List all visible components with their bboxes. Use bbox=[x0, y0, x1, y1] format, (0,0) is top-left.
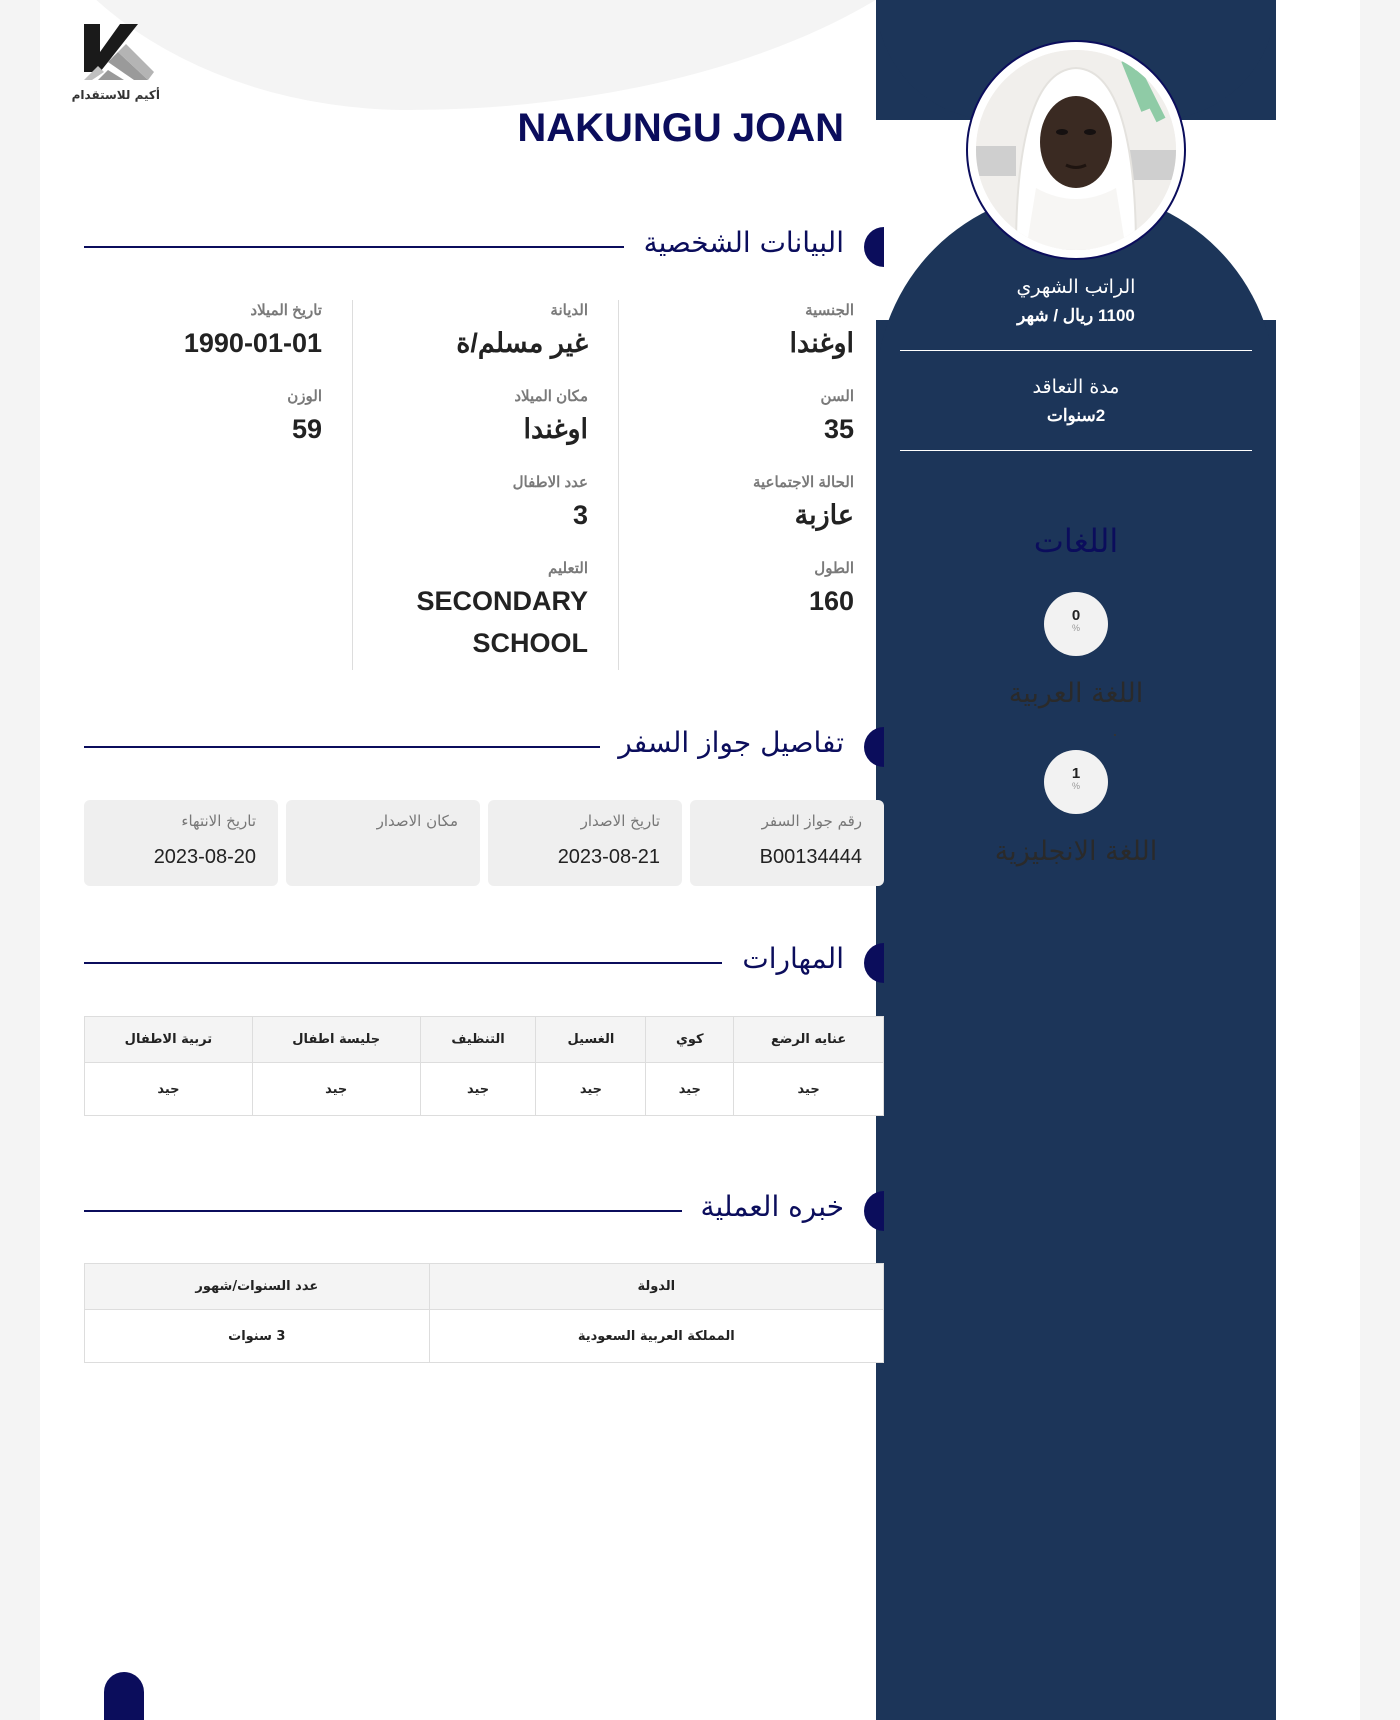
top-curve-decoration bbox=[40, 0, 1020, 110]
skill-rating: جيد bbox=[420, 1063, 536, 1116]
passport-number-card bbox=[690, 800, 884, 886]
age-value: 35 bbox=[823, 414, 854, 444]
nationality-value: اوغندا bbox=[789, 328, 854, 358]
skill-header: التنظيف bbox=[420, 1017, 536, 1063]
marital-status-value: عازبة bbox=[794, 500, 854, 530]
birthplace-value: اوغندا bbox=[523, 414, 588, 444]
contract-block bbox=[900, 376, 1252, 426]
issue-place-card bbox=[286, 800, 480, 886]
passport-number-value: B00134444 bbox=[759, 846, 862, 868]
company-logo bbox=[71, 22, 160, 102]
experience-section-title: خبره العملية bbox=[700, 1190, 844, 1223]
duration-header: عدد السنوات/شهور bbox=[85, 1264, 430, 1310]
personal-section-title: البيانات الشخصية bbox=[643, 226, 844, 259]
height-value: 160 bbox=[808, 586, 854, 616]
k-stripes-logo-icon bbox=[78, 22, 158, 86]
expiry-date-card bbox=[84, 800, 278, 886]
birthdate-label: تاريخ الميلاد bbox=[250, 302, 322, 319]
skill-header: كوي bbox=[646, 1017, 734, 1063]
sidebar-divider bbox=[900, 450, 1252, 451]
skills-header-row bbox=[85, 1017, 884, 1063]
table-row bbox=[85, 1310, 884, 1363]
children-value: 3 bbox=[572, 500, 588, 530]
issue-place-label: مكان الاصدار bbox=[376, 812, 458, 830]
issue-date-card bbox=[488, 800, 682, 886]
experience-header-row bbox=[85, 1264, 884, 1310]
skill-rating: جيد bbox=[646, 1063, 734, 1116]
column-separator bbox=[352, 300, 353, 670]
candidate-name: NAKUNGU JOAN bbox=[517, 106, 844, 150]
skill-header: تربية الاطفال bbox=[85, 1017, 253, 1063]
languages-title: اللغات bbox=[1033, 522, 1119, 560]
skill-header: الغسيل bbox=[536, 1017, 646, 1063]
skills-section-title: المهارات bbox=[742, 942, 844, 975]
table-row bbox=[85, 1063, 884, 1116]
column-separator bbox=[618, 300, 619, 670]
logo-text: أكيم للاستقدام bbox=[71, 88, 160, 102]
height-label: الطول bbox=[814, 560, 854, 577]
children-label: عدد الاطفال bbox=[512, 474, 588, 491]
skill-header: عنايه الرضع bbox=[734, 1017, 884, 1063]
candidate-photo bbox=[976, 50, 1176, 250]
nationality-label: الجنسية bbox=[805, 302, 854, 319]
arabic-level-value: 0 bbox=[1071, 607, 1081, 624]
skills-table bbox=[84, 1016, 884, 1116]
arabic-language-name: اللغة العربية bbox=[1008, 678, 1144, 709]
skill-rating: جيد bbox=[536, 1063, 646, 1116]
religion-label: الديانة bbox=[550, 302, 588, 319]
separator-dot bbox=[1114, 734, 1116, 736]
salary-block bbox=[900, 276, 1252, 326]
skill-rating: جيد bbox=[734, 1063, 884, 1116]
english-language-name: اللغة الانجليزية bbox=[994, 836, 1158, 867]
country-header: الدولة bbox=[429, 1264, 883, 1310]
english-level-circle bbox=[1044, 750, 1108, 814]
section-line bbox=[84, 1210, 682, 1212]
salary-value: 1100 ريال / شهر bbox=[1017, 306, 1135, 325]
expiry-date-value: 2023-08-20 bbox=[153, 846, 256, 868]
skill-header: جليسة اطفال bbox=[252, 1017, 420, 1063]
religion-value: غير مسلم/ة bbox=[456, 328, 588, 358]
duration-cell: 3 سنوات bbox=[85, 1310, 430, 1363]
section-line bbox=[84, 962, 722, 964]
issue-date-value: 2023-08-21 bbox=[557, 846, 660, 868]
birthplace-label: مكان الميلاد bbox=[514, 388, 588, 405]
skill-rating: جيد bbox=[252, 1063, 420, 1116]
passport-section-title: تفاصيل جواز السفر bbox=[618, 726, 844, 759]
expiry-date-label: تاريخ الانتهاء bbox=[181, 812, 256, 830]
arabic-level-circle bbox=[1044, 592, 1108, 656]
age-label: السن bbox=[820, 388, 854, 405]
english-level-unit: % bbox=[1071, 781, 1080, 791]
country-cell: المملكة العربية السعودية bbox=[429, 1310, 883, 1363]
personal-column-1 bbox=[594, 300, 854, 644]
section-line bbox=[84, 246, 624, 248]
english-level-value: 1 bbox=[1071, 765, 1081, 782]
skill-rating: جيد bbox=[85, 1063, 253, 1116]
sidebar-divider bbox=[900, 350, 1252, 351]
personal-column-2 bbox=[328, 300, 588, 686]
issue-date-label: تاريخ الاصدار bbox=[580, 812, 660, 830]
education-label: التعليم bbox=[548, 560, 588, 577]
experience-table bbox=[84, 1263, 884, 1363]
salary-label: الراتب الشهري bbox=[1016, 276, 1136, 298]
portrait-icon bbox=[976, 50, 1176, 250]
arabic-level-unit: % bbox=[1071, 623, 1080, 633]
weight-label: الوزن bbox=[287, 388, 322, 405]
section-line bbox=[84, 746, 600, 748]
contract-label: مدة التعاقد bbox=[1032, 376, 1120, 398]
education-value: SECONDARY SCHOOL bbox=[416, 586, 588, 658]
passport-number-label: رقم جواز السفر bbox=[761, 812, 862, 830]
personal-column-3 bbox=[62, 300, 322, 472]
marital-status-label: الحالة الاجتماعية bbox=[752, 474, 854, 491]
weight-value: 59 bbox=[291, 414, 322, 444]
birthdate-value: 1990-01-01 bbox=[183, 328, 322, 358]
contract-value: 2سنوات bbox=[1046, 406, 1106, 425]
bottom-decoration bbox=[104, 1672, 144, 1720]
